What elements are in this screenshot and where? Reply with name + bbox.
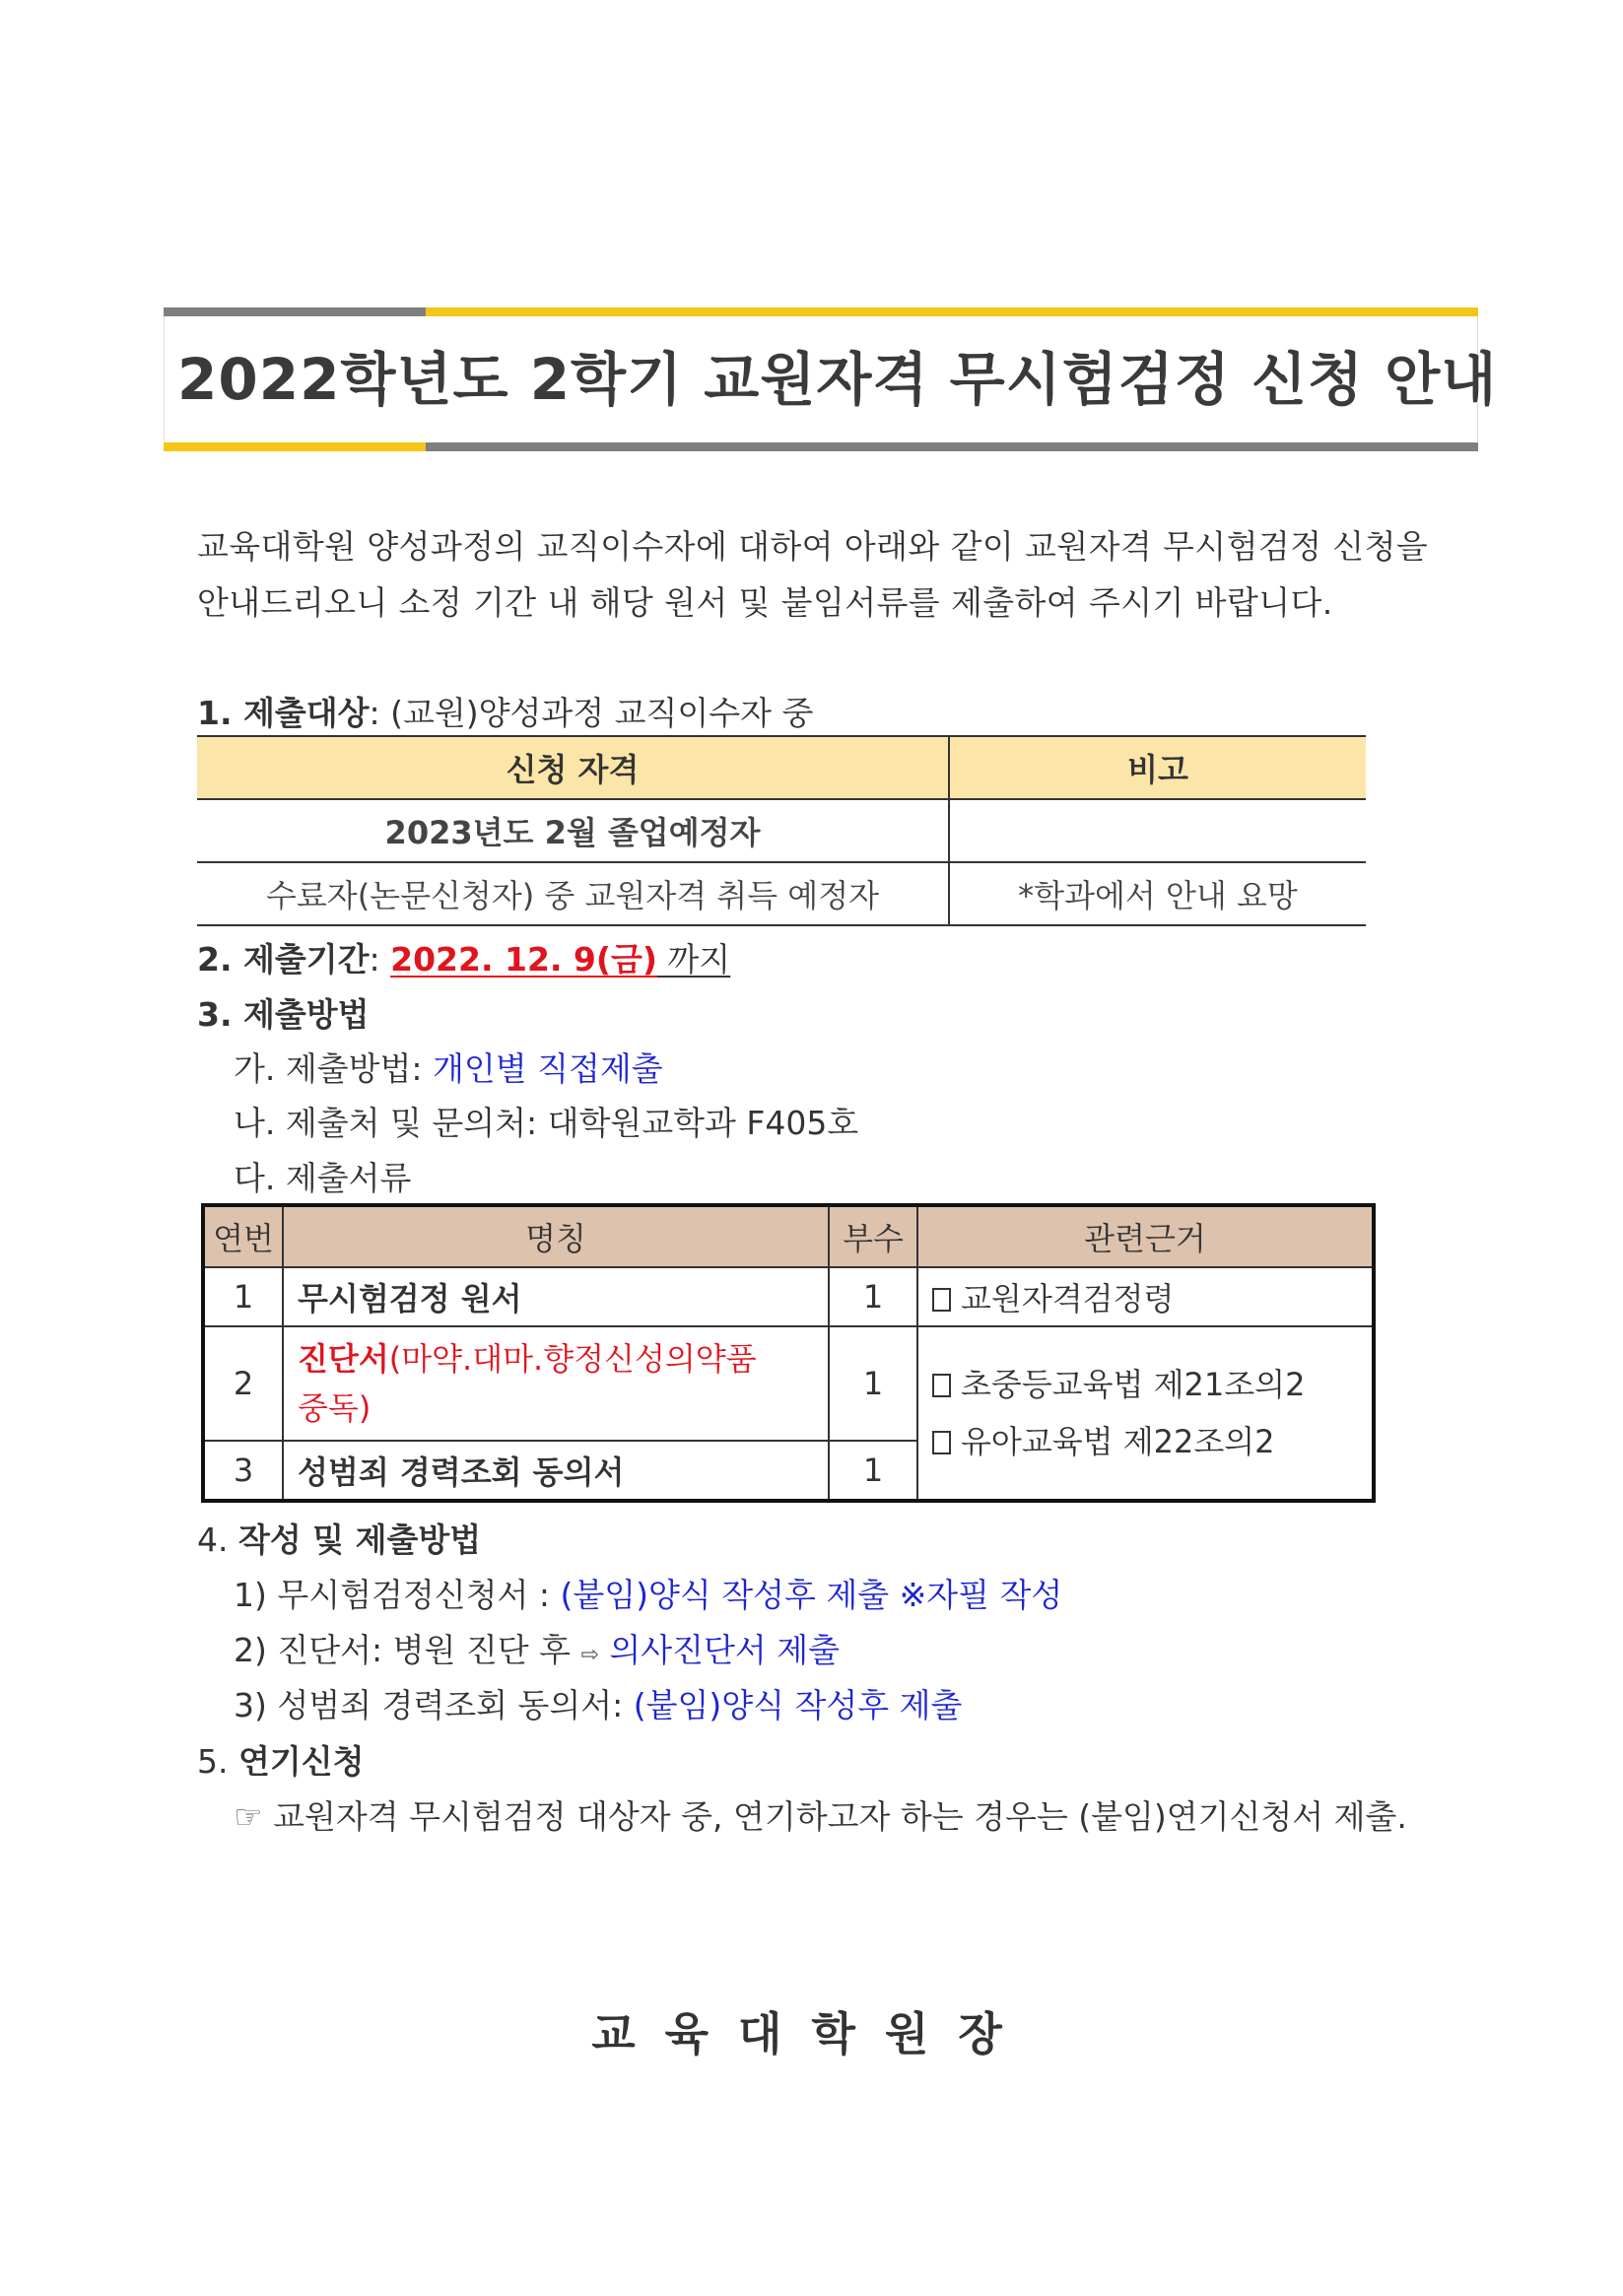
section-3-a-value: 개인별 직접제출 bbox=[432, 1049, 663, 1088]
signature: 교육대학원장 bbox=[591, 2007, 1032, 2060]
checkbox-icon bbox=[932, 1431, 951, 1454]
section-3-c: 다. 제출서류 bbox=[234, 1159, 412, 1197]
intro-line-1: 교육대학원 양성과정의 교직이수자에 대하여 아래와 같이 교원자격 무시험검정 신청을 bbox=[197, 527, 1429, 566]
section-4-num: 4. bbox=[197, 1520, 238, 1559]
intro-line-2: 안내드리오니 소정 기간 내 해당 원서 및 붙임서류를 제출하여 주시기 바랍니다. bbox=[197, 583, 1333, 622]
section-1-label: 1. 제출대상 bbox=[197, 694, 370, 732]
eligibility-cell: 2023년도 2월 졸업예정자 bbox=[197, 799, 949, 862]
documents-table bbox=[201, 1203, 1376, 1503]
pointing-hand-icon: ☞ bbox=[234, 1797, 263, 1836]
document-basis bbox=[917, 1267, 1374, 1326]
table-row bbox=[203, 1326, 1374, 1441]
document-count: 1 bbox=[829, 1326, 917, 1441]
section-5-num: 5. bbox=[197, 1742, 238, 1781]
item-value: 의사진단서 제출 bbox=[598, 1631, 841, 1669]
checkbox-icon bbox=[932, 1288, 951, 1312]
section-1-text: : (교원)양성과정 교직이수자 중 bbox=[369, 694, 814, 732]
item-value: (붙임)양식 작성후 제출 ※자필 작성 bbox=[560, 1576, 1063, 1614]
table-row bbox=[197, 799, 1366, 862]
eligibility-header-note: 비고 bbox=[949, 736, 1366, 799]
section-5-label: 연기신청 bbox=[237, 1742, 365, 1781]
documents-header-no: 연번 bbox=[203, 1205, 283, 1267]
document-basis bbox=[917, 1326, 1374, 1501]
basis-text: 교원자격검정령 bbox=[961, 1280, 1175, 1317]
section-2 bbox=[197, 935, 730, 984]
arrow-right-icon: ⇨ bbox=[580, 1643, 599, 1667]
eligibility-cell: *학과에서 안내 요망 bbox=[949, 862, 1366, 925]
section-1 bbox=[197, 689, 813, 738]
basis-text: 초중등교육법 제21조의2 bbox=[961, 1366, 1306, 1403]
document-no: 1 bbox=[203, 1267, 283, 1326]
document-name-bold: 진단서 bbox=[298, 1340, 389, 1378]
section-5-body: 교원자격 무시험검정 대상자 중, 연기하고자 하는 경우는 (붙임)연기신청서 제출. bbox=[262, 1797, 1407, 1836]
section-4 bbox=[197, 1516, 481, 1565]
table-row bbox=[197, 862, 1366, 925]
eligibility-cell: 수료자(논문신청자) 중 교원자격 취득 예정자 bbox=[197, 862, 949, 925]
section-5 bbox=[197, 1737, 365, 1787]
document-name bbox=[283, 1326, 829, 1441]
deadline-date: 2022. 12. 9(금) bbox=[390, 940, 657, 979]
table-row bbox=[203, 1267, 1374, 1326]
section-3-a-label: 가. 제출방법: bbox=[234, 1049, 433, 1088]
section-3-label: 3. 제출방법 bbox=[197, 995, 370, 1034]
document-name-rest: (마약.대마.향정신성의약품 bbox=[388, 1340, 757, 1378]
document-name: 성범죄 경력조회 동의서 bbox=[283, 1441, 829, 1501]
document-name-rest-2: 중독) bbox=[298, 1389, 372, 1427]
deadline-suffix: 까지 bbox=[656, 940, 731, 979]
documents-header-name: 명칭 bbox=[283, 1205, 829, 1267]
document-count: 1 bbox=[829, 1267, 917, 1326]
item-label: 2) 진단서: 병원 진단 후 bbox=[234, 1631, 571, 1669]
eligibility-cell bbox=[949, 799, 1366, 862]
title-bar-bottom-yellow bbox=[164, 442, 426, 451]
section-5-text bbox=[234, 1792, 1407, 1842]
basis-text: 유아교육법 제22조의2 bbox=[961, 1423, 1275, 1460]
section-4-item-1 bbox=[234, 1571, 1062, 1620]
section-3-b: 나. 제출처 및 문의처: 대학원교학과 F405호 bbox=[234, 1104, 859, 1142]
title-box-left-edge bbox=[164, 316, 165, 441]
section-4-label: 작성 및 제출방법 bbox=[237, 1520, 482, 1559]
checkbox-icon bbox=[932, 1374, 951, 1397]
section-3-a bbox=[234, 1045, 663, 1094]
eligibility-header-qualification: 신청 자격 bbox=[197, 736, 949, 799]
item-value: (붙임)양식 작성후 제출 bbox=[633, 1686, 963, 1724]
document-no: 3 bbox=[203, 1441, 283, 1501]
eligibility-table bbox=[197, 735, 1366, 926]
item-label: 3) 성범죄 경력조회 동의서: bbox=[234, 1686, 634, 1724]
documents-header-basis: 관련근거 bbox=[917, 1205, 1374, 1267]
documents-header-count: 부수 bbox=[829, 1205, 917, 1267]
document-no: 2 bbox=[203, 1326, 283, 1441]
section-2-colon: : bbox=[369, 940, 391, 979]
document-count: 1 bbox=[829, 1441, 917, 1501]
page-title: 2022학년도 2학기 교원자격 무시험검정 신청 안내 bbox=[177, 346, 1498, 413]
title-bar-top-gray bbox=[164, 307, 426, 316]
document-name: 무시험검정 원서 bbox=[283, 1267, 829, 1326]
section-4-item-3 bbox=[234, 1681, 962, 1730]
section-4-item-2 bbox=[234, 1626, 840, 1680]
title-bar-bottom-gray bbox=[426, 442, 1478, 451]
section-2-label: 2. 제출기간 bbox=[197, 940, 370, 979]
item-label: 1) 무시험검정신청서 : bbox=[234, 1576, 561, 1614]
title-bar-top-yellow bbox=[426, 307, 1478, 316]
